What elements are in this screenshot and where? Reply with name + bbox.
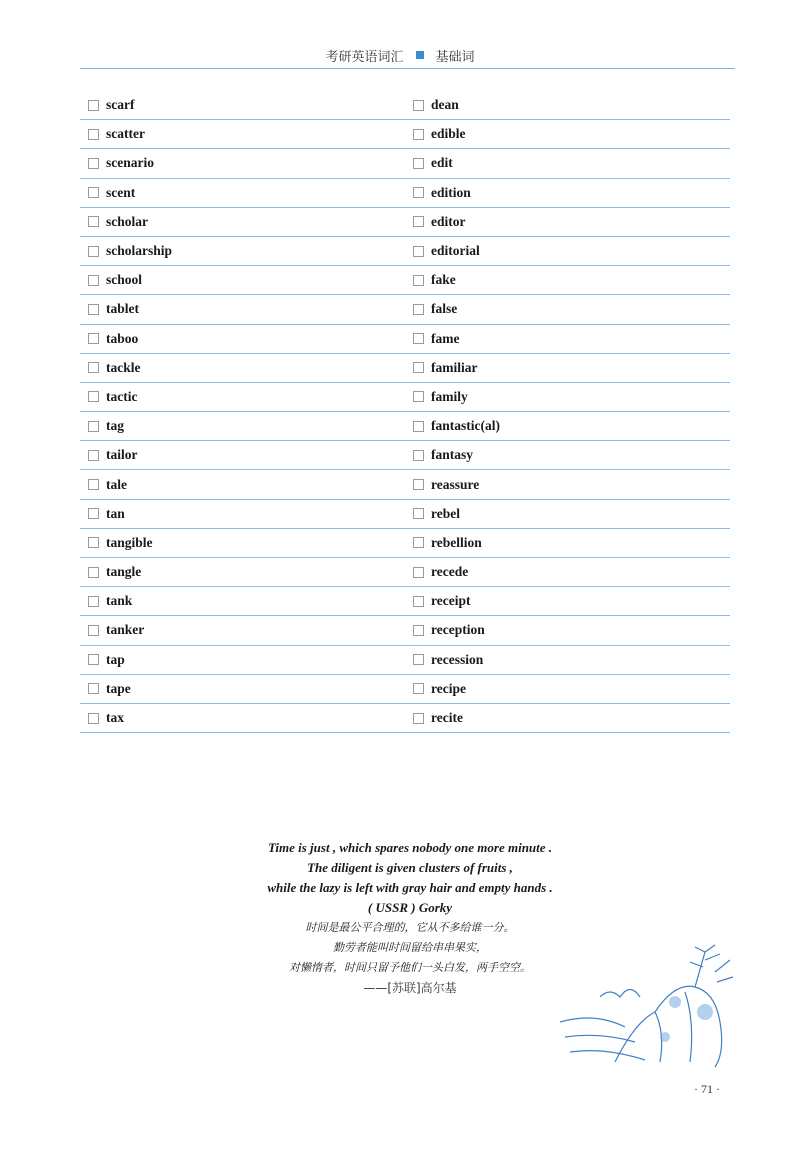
checkbox[interactable] [88,421,99,432]
checkbox[interactable] [413,275,424,286]
vocab-entry [80,558,405,586]
checkbox[interactable] [413,246,424,257]
vocab-entry [80,149,405,177]
vocab-word: rebel [431,505,460,521]
vocab-word: reception [431,622,485,638]
vocab-word: fame [431,330,460,346]
vocab-entry [405,383,730,411]
vocab-row [80,266,730,295]
vocab-row [80,208,730,237]
vocab-entry [405,266,730,294]
vocab-word: editor [431,213,466,229]
checkbox[interactable] [413,713,424,724]
page-header [0,44,800,66]
vocab-word: recite [431,710,463,726]
vocab-entry [405,354,730,382]
checkbox[interactable] [413,596,424,607]
checkbox[interactable] [88,537,99,548]
vocab-word: fake [431,272,456,288]
vocab-entry [80,179,405,207]
square-bullet-icon [416,51,424,59]
vocab-entry [405,646,730,674]
vocab-row [80,325,730,354]
vocab-entry [405,295,730,323]
checkbox[interactable] [88,158,99,169]
checkbox[interactable] [88,596,99,607]
checkbox[interactable] [88,567,99,578]
checkbox[interactable] [88,391,99,402]
checkbox[interactable] [88,304,99,315]
vocab-row [80,558,730,587]
vocab-entry [405,120,730,148]
vocab-word: recipe [431,680,466,696]
checkbox[interactable] [88,713,99,724]
checkbox[interactable] [88,683,99,694]
vocab-entry [405,91,730,119]
vocab-entry [80,470,405,498]
vocab-word: fantastic(al) [431,418,500,434]
vocab-entry [80,91,405,119]
checkbox[interactable] [413,333,424,344]
vocab-entry [405,529,730,557]
vocab-row [80,237,730,266]
vocab-entry [405,237,730,265]
vocab-row [80,412,730,441]
checkbox[interactable] [413,625,424,636]
vocab-entry [80,208,405,236]
checkbox[interactable] [88,333,99,344]
vocab-word: false [431,301,458,317]
vocab-word: familiar [431,359,478,375]
vocab-word: tax [106,710,124,726]
checkbox[interactable] [413,567,424,578]
vocab-word: receipt [431,593,471,609]
checkbox[interactable] [88,625,99,636]
checkbox[interactable] [413,391,424,402]
vocab-table [80,91,730,733]
vocab-row [80,470,730,499]
vocab-row [80,179,730,208]
vocab-word: edit [431,155,453,171]
vocab-row [80,529,730,558]
checkbox[interactable] [413,129,424,140]
vocab-row [80,354,730,383]
vocab-entry [405,441,730,469]
checkbox[interactable] [88,450,99,461]
vocab-row [80,500,730,529]
vocab-entry [405,470,730,498]
vocab-word: editorial [431,243,480,259]
vocab-row [80,646,730,675]
checkbox[interactable] [413,100,424,111]
book-title: 考研英语词汇 [325,49,404,65]
checkbox[interactable] [413,362,424,373]
checkbox[interactable] [413,304,424,315]
vocab-entry [80,646,405,674]
vocab-entry [405,179,730,207]
vocab-entry [80,295,405,323]
vocab-entry [80,616,405,644]
vocab-word: tackle [106,359,141,375]
quote-en-line: while the lazy is left with gray hair and empty hands . [267,880,553,895]
vocab-word: scenario [106,155,154,171]
vocab-row [80,441,730,470]
vocab-entry [80,120,405,148]
checkbox[interactable] [88,187,99,198]
vocab-entry [405,704,730,732]
quote-en-author: ( USSR ) Gorky [367,900,453,915]
vocab-row [80,383,730,412]
vocab-word: tanker [106,622,145,638]
page-number: · 71 · [694,1082,720,1096]
vocab-row [80,295,730,324]
checkbox[interactable] [88,654,99,665]
vocab-row [80,120,730,149]
vocab-word: tablet [106,301,139,317]
vocab-word: tangible [106,534,153,550]
vocab-entry [405,149,730,177]
vocab-entry [405,675,730,703]
checkbox[interactable] [413,508,424,519]
checkbox[interactable] [88,129,99,140]
checkbox[interactable] [413,479,424,490]
vocab-entry [80,237,405,265]
vocab-entry [80,383,405,411]
vocab-word: tan [106,505,125,521]
vocab-word: recession [431,651,484,667]
vocab-entry [80,500,405,528]
checkbox[interactable] [413,537,424,548]
vocab-word: scatter [106,126,145,142]
checkbox[interactable] [413,158,424,169]
vocab-word: tale [106,476,127,492]
section-title: 基础词 [435,49,475,65]
vocab-word: scent [106,184,136,200]
checkbox[interactable] [88,246,99,257]
vocab-word: dean [431,97,459,113]
vocab-word: taboo [106,330,139,346]
vocab-word: rebellion [431,534,482,550]
vocab-row [80,91,730,120]
vocab-word: school [106,272,143,288]
checkbox[interactable] [88,508,99,519]
vocab-entry [405,616,730,644]
checkbox[interactable] [413,216,424,227]
checkbox[interactable] [88,100,99,111]
vocab-word: tank [106,593,133,609]
checkbox[interactable] [413,421,424,432]
vocab-row [80,587,730,616]
quote-en-line: Time is just , which spares nobody one more minute . [267,840,553,855]
vocab-entry [80,325,405,353]
vocab-word: fantasy [431,447,474,463]
vocab-word: tactic [106,388,138,404]
checkbox[interactable] [413,187,424,198]
vocab-entry [80,529,405,557]
vocab-word: scholar [106,213,148,229]
vocab-row [80,616,730,645]
vocab-entry [80,266,405,294]
quote-cn-line: 勤劳者能叫时间留给串串果实， [333,941,487,954]
vocab-word: tangle [106,564,142,580]
vocab-entry [80,704,405,732]
vocab-word: recede [431,564,469,580]
vocab-entry [80,441,405,469]
header-divider [80,68,735,69]
vocab-row [80,149,730,178]
vocab-word: tape [106,680,131,696]
landscape-illustration-icon [555,942,735,1072]
checkbox[interactable] [88,216,99,227]
quote-en-line: The diligent is given clusters of fruits , [307,860,513,875]
checkbox[interactable] [413,450,424,461]
vocab-word: scarf [106,97,135,113]
vocab-word: edible [431,126,466,142]
quote-cn-author: ——[苏联]高尔基 [363,981,457,995]
checkbox[interactable] [88,479,99,490]
vocab-entry [405,500,730,528]
vocab-row [80,704,730,733]
quote-cn-line: 时间是最公平合理的，它从不多给谁一分。 [305,921,515,934]
vocab-entry [80,587,405,615]
vocab-word: tailor [106,447,138,463]
vocab-entry [405,558,730,586]
vocab-word: tap [106,651,125,667]
vocab-entry [405,587,730,615]
vocab-word: tag [106,418,124,434]
vocab-entry [80,412,405,440]
vocab-word: edition [431,184,471,200]
vocab-entry [80,354,405,382]
vocab-entry [405,412,730,440]
checkbox[interactable] [88,275,99,286]
vocab-entry [405,325,730,353]
checkbox[interactable] [88,362,99,373]
vocab-entry [405,208,730,236]
vocab-word: family [431,388,468,404]
vocab-word: scholarship [106,243,173,259]
quote-cn-line: 对懒惰者，时间只留予他们一头白发，两手空空。 [289,961,531,974]
checkbox[interactable] [413,683,424,694]
vocab-entry [80,675,405,703]
vocab-word: reassure [431,476,480,492]
vocab-row [80,675,730,704]
checkbox[interactable] [413,654,424,665]
